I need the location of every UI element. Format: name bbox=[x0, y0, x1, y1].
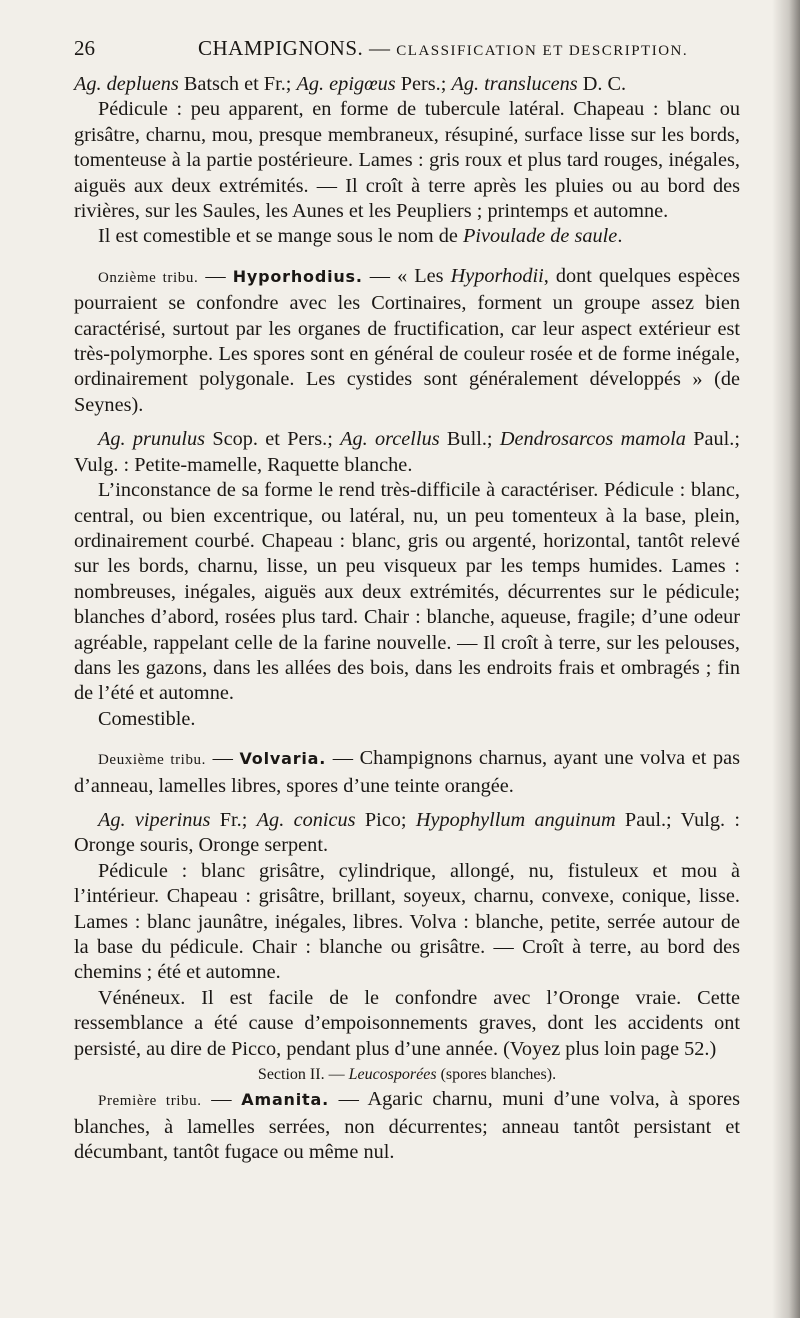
author: D. C. bbox=[577, 73, 627, 95]
tribe-text: — Champignons charnus, ayant une volva et pas d’anneau, lamelles libres, spores d’une teinte orangée. bbox=[74, 747, 740, 797]
species-name: Ag. depluens bbox=[74, 73, 179, 95]
running-title bbox=[198, 36, 688, 61]
paragraph-synonyms-viperinus bbox=[74, 808, 740, 859]
author: Bull.; bbox=[439, 428, 500, 451]
author: Pico; bbox=[355, 808, 416, 831]
paragraph-toxicity-viperinus: Vénéneux. Il est facile de le confondre avec l’Oronge vraie. Cette ressemblance a été cause d’empoisonnements graves, dont les accidents ont persisté, au dire de Picco, pendant plus d’une année. (Voyez plus loin page 52.) bbox=[74, 986, 740, 1060]
paragraph-tribe-volvaria bbox=[74, 746, 740, 799]
species-name: Dendrosarcos mamola bbox=[499, 428, 686, 451]
paragraph-edibility-depluens bbox=[74, 224, 740, 249]
paragraph-tribe-hyporhodius bbox=[74, 264, 740, 418]
author: Batsch et Fr.; bbox=[178, 73, 297, 95]
dash: — bbox=[198, 264, 233, 287]
tribe-label: Deuxième tribu. bbox=[98, 752, 206, 769]
section-name: Leucosporées bbox=[348, 1066, 437, 1084]
tribe-label: Première tribu. bbox=[98, 1093, 202, 1110]
genus-italic: Hyporhodii bbox=[450, 264, 544, 287]
tribe-label: Onzième tribu. bbox=[98, 269, 199, 286]
paragraph-description-prunulus: L’inconstance de sa forme le rend très-difficile à caractériser. Pédicule : blanc, central, ou bien excentrique, ou latéral, nu, un peu tomenteux à la base, plein, ordinairement courbé. Chapeau : blanc, gris ou argenté, horizontal, tantôt relevé sur les bords, charnu, lisse, un peu visqueux par les temps humides. Lames : nombreuses, inégales, aiguës aux deux extrémités, décurrentes sur le pédicule; blanches d’abord, rosées plus tard. Chair : blanche, aqueuse, fragile; d’une odeur agréable, rappelant celle de la farine nouvelle. — Il croît à terre, sur les pelouses, dans les gazons, dans les allées des bois, dans les endroits frais et ombragés ; fin de l’été et automne. bbox=[74, 479, 740, 705]
section-note: (spores blanches). bbox=[436, 1066, 557, 1084]
species-name: Ag. conicus bbox=[256, 808, 356, 831]
dash: — bbox=[206, 747, 240, 770]
paragraph-synonyms-depluens bbox=[74, 72, 740, 97]
author: Fr.; bbox=[210, 808, 257, 831]
species-name: Ag. prunulus bbox=[98, 428, 206, 451]
genus-name: Volvaria. bbox=[239, 749, 327, 769]
paragraph-edibility-prunulus: Comestible. bbox=[98, 707, 196, 730]
book-title: CHAMPIGNONS. bbox=[198, 36, 364, 60]
tribe-text: , dont quelques espèces pourraient se confondre avec les Cortinaires, forment un groupe assez bien caractérisé, surtout par les organes de fructification, car leur aspect extérieur est très-polymorphe. Les spores sont en général de couleur rosée et de forme inégale, ordinairement polygonale. Les cystides sont généralement développés » (de Seynes). bbox=[74, 264, 740, 416]
edibility-text: Il est comestible et se mange sous le nom de bbox=[98, 225, 463, 248]
punctuation: . bbox=[617, 225, 623, 248]
species-name: Ag. epigœus bbox=[296, 73, 396, 95]
author: Pers.; bbox=[395, 73, 452, 95]
chapter-title: CLASSIFICATION ET DESCRIPTION. bbox=[396, 43, 689, 59]
section-heading bbox=[74, 1062, 740, 1087]
genus-name: Hyporhodius. bbox=[232, 266, 363, 286]
paragraph-tribe-amanita bbox=[74, 1087, 740, 1165]
tribe-text: — « Les bbox=[362, 264, 451, 287]
section-label: Section II. — bbox=[257, 1066, 349, 1084]
tribe-text: — Agaric charnu, muni d’une volva, à spores blanches, à lamelles serrées, non décurrentes; anneau tantôt persistant et décumbant, tantôt fugace ou même nul. bbox=[74, 1088, 740, 1164]
paragraph-description-viperinus: Pédicule : blanc grisâtre, cylindrique, allongé, nu, fistuleux et mou à l’intérieur. Chapeau : grisâtre, brillant, soyeux, charnu, convexe, conique, lisse. Lames : blanc jaunâtre, inégales, libres. Volva : blanche, petite, serrée autour de la base du pédicule. Chair : blanche ou grisâtre. — Croît à terre, au bord des chemins ; été et automne. bbox=[74, 859, 740, 984]
author: Paul.; Vulg. : Petite-mamelle, Raquette blanche. bbox=[74, 428, 740, 476]
paragraph-synonyms-prunulus bbox=[74, 427, 740, 478]
running-header bbox=[74, 36, 744, 66]
page-number: 26 bbox=[74, 36, 95, 60]
paragraph-description-depluens: Pédicule : peu apparent, en forme de tubercule latéral. Chapeau : blanc ou grisâtre, charnu, mou, presque membraneux, résupiné, surface lisse sur les bords, tomenteuse à la partie postérieure. Lames : gris roux et plus tard rouges, inégales, aiguës aux deux extrémités. — Il croît à terre après les pluies ou au bord des rivières, sur les Saules, les Aunes et les Peupliers ; printemps et automne. bbox=[74, 98, 740, 223]
species-name: Ag. translucens bbox=[451, 73, 578, 95]
author: Scop. et Pers.; bbox=[205, 428, 341, 451]
body-text bbox=[74, 72, 740, 1166]
species-name: Ag. viperinus bbox=[98, 808, 211, 831]
dash: — bbox=[201, 1088, 242, 1111]
species-name: Ag. orcellus bbox=[340, 428, 440, 451]
species-name: Hypophyllum anguinum bbox=[415, 808, 616, 831]
genus-name: Amanita. bbox=[241, 1090, 329, 1110]
header-separator: — bbox=[369, 36, 391, 60]
author: Paul.; Vulg. : Oronge souris, Oronge serpent. bbox=[74, 808, 741, 857]
vernacular-name: Pivoulade de saule bbox=[462, 225, 618, 248]
page-edge-shadow bbox=[772, 0, 800, 1318]
